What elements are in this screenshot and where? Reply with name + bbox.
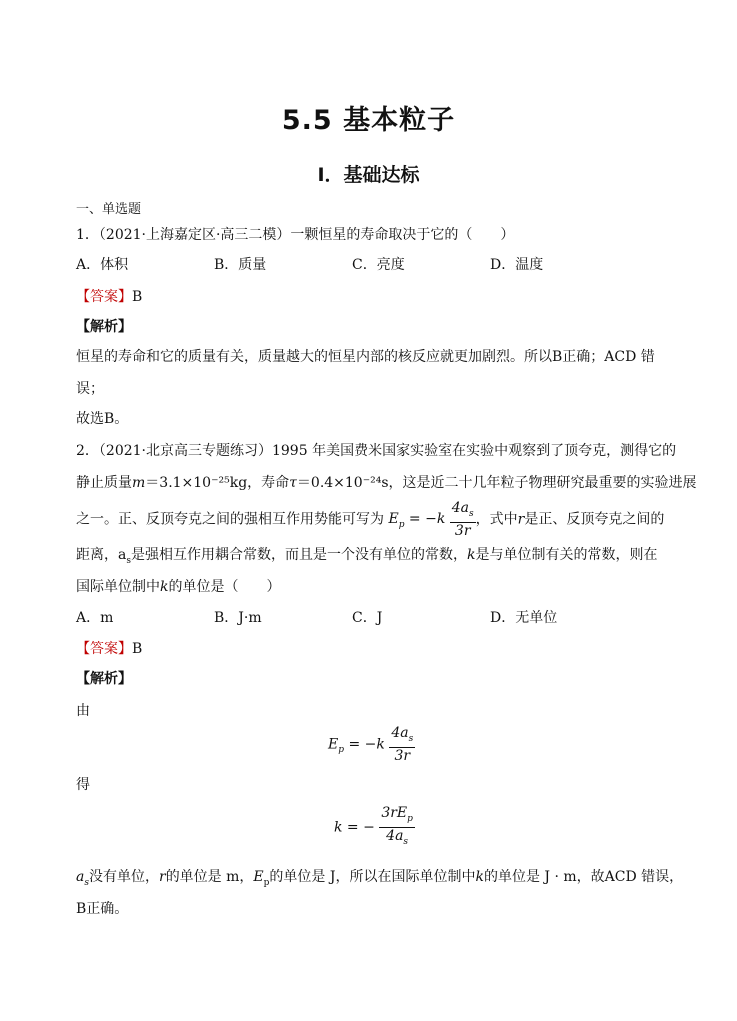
subscript-s: s [408, 733, 414, 744]
symbol-a: a [76, 869, 85, 885]
text-run: ＝0.4×10⁻²⁴s，这是近二十几年粒子物理研究最重要的实验进展 [296, 475, 697, 491]
symbol-r: r [517, 511, 525, 528]
question-2-line-1: 2．（2021·北京高三专题练习）1995 年美国费米国家实验室在实验中观察到了顶夸克，测得它的 [76, 443, 677, 459]
question-2-line-2 [76, 472, 697, 492]
q1-analysis-line-2: 误； [76, 381, 104, 397]
symbol-tau: τ [289, 475, 297, 491]
text-run: 距离，a [76, 547, 127, 563]
question-1-stem: 1．（2021·上海嘉定区·高三二模）一颗恒星的寿命取决于它的（ ） [76, 227, 515, 243]
answer-value: B [132, 641, 143, 657]
question-2-line-5 [76, 576, 280, 596]
display-fraction [379, 805, 415, 850]
formula-ep [388, 511, 446, 531]
text-run: 是强相互作用耦合常数，而且是一个没有单位的常数， [130, 547, 467, 563]
q2-analysis-tag: 【解析】 [76, 671, 132, 687]
question-2-line-3 [76, 500, 664, 539]
text-run: ，式中 [475, 511, 518, 528]
q1-option-b: B．质量 [214, 257, 267, 273]
equation-1 [328, 725, 415, 764]
q2-text-you: 由 [76, 703, 90, 719]
question-2-line-4 [76, 544, 657, 566]
text-run: 没有单位， [88, 869, 159, 885]
text-run: 的单位是（ ） [168, 579, 281, 595]
text-run: 的单位是 m， [165, 869, 254, 885]
q2-option-b: B．J·m [214, 610, 262, 626]
formula-mid: = −k [348, 736, 385, 753]
symbol-e: E [328, 736, 339, 753]
q2-option-d: D．无单位 [490, 610, 558, 626]
symbol-k: k [466, 547, 476, 563]
answer-value: B [132, 289, 143, 305]
subscript-p: p [263, 877, 270, 888]
answer-tag: 【答案】 [76, 641, 132, 657]
q1-analysis-line-3: 故选B。 [76, 411, 129, 427]
text-run: 是正、反顶夸克之间的 [524, 511, 665, 528]
symbol-e: E [388, 511, 399, 528]
fraction-numerator: 4a [451, 500, 470, 516]
fraction-denominator: 3r [394, 747, 411, 764]
q1-analysis-tag: 【解析】 [76, 319, 132, 335]
section-heading: I．基础达标 [317, 164, 420, 186]
equation-2 [334, 805, 415, 850]
subscript-p: p [398, 520, 405, 531]
q1-answer-line [76, 286, 142, 306]
fraction-denominator: 3r [454, 522, 471, 539]
formula-lhs: k = − [334, 819, 375, 836]
q1-analysis-line-1: 恒星的寿命和它的质量有关，质量越大的恒星内部的核反应就更加剧烈。所以B正确；ACD 错 [76, 349, 655, 365]
symbol-r: r [158, 869, 166, 885]
fraction-denominator: 4a [386, 827, 404, 844]
formula-mid: = −k [408, 511, 446, 528]
part-heading: 一、单选题 [76, 202, 142, 217]
q1-option-d: D．温度 [490, 257, 544, 273]
q2-conclusion-line-2: B正确。 [76, 901, 129, 917]
subscript-p: p [338, 745, 344, 756]
text-run: 的单位是 J · m，故ACD 错误， [483, 869, 684, 885]
subscript-s: s [403, 836, 409, 847]
inline-fraction [450, 500, 476, 539]
subscript-s: s [126, 555, 131, 566]
symbol-m: m [132, 475, 146, 491]
display-fraction [389, 725, 415, 764]
q1-option-c: C．亮度 [352, 257, 405, 273]
q1-option-a: A．体积 [76, 257, 129, 273]
answer-tag: 【答案】 [76, 289, 132, 305]
text-run: 的单位是 J，所以在国际单位制中 [269, 869, 476, 885]
fraction-numerator: 4a [391, 725, 409, 741]
q2-text-de: 得 [76, 777, 90, 793]
subscript-s: s [84, 877, 89, 888]
fraction-numerator: 3rE [381, 805, 408, 821]
subscript-p: p [407, 813, 413, 824]
text-run: 是与单位制有关的常数，则在 [475, 547, 658, 563]
text-run: 之一。正、反顶夸克之间的强相互作用势能可写为 [76, 511, 384, 528]
text-run: ＝3.1×10⁻²⁵kg，寿命 [145, 475, 290, 491]
q2-option-a: A．m [76, 610, 114, 626]
subscript-s: s [469, 508, 474, 519]
symbol-k: k [475, 869, 484, 885]
text-run: 国际单位制中 [76, 579, 160, 595]
page-title: 5.5 基本粒子 [281, 105, 456, 136]
q2-option-c: C．J [352, 610, 383, 626]
q2-conclusion-line-1 [76, 866, 683, 888]
q2-answer-line [76, 638, 142, 658]
text-run: 静止质量 [76, 475, 132, 491]
symbol-e: E [253, 869, 264, 885]
symbol-k: k [160, 579, 169, 595]
